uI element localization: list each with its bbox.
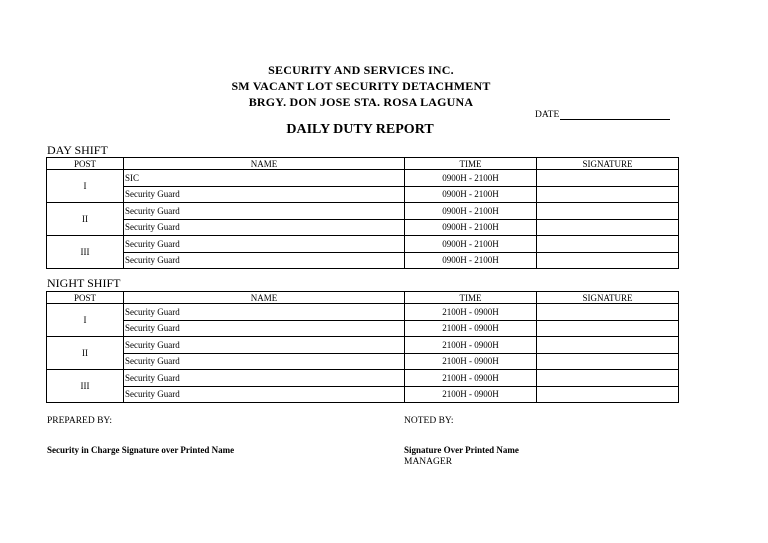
post-cell: I [47, 304, 124, 337]
time-cell: 2100H - 0900H [405, 320, 537, 337]
company-name: SECURITY AND SERVICES INC. [268, 63, 454, 77]
signature-cell[interactable] [537, 304, 679, 321]
table-row [47, 370, 679, 387]
post-cell: I [47, 170, 124, 203]
night-shift-label: NIGHT SHIFT [47, 276, 121, 290]
table-header-row [47, 292, 679, 304]
signature-cell[interactable] [537, 353, 679, 370]
post-cell: II [47, 337, 124, 370]
sic-signature-caption: Security in Charge Signature over Printed Name [47, 445, 235, 455]
signature-cell[interactable] [537, 186, 679, 203]
name-cell[interactable]: Security Guard [124, 337, 405, 354]
name-cell[interactable]: Security Guard [124, 386, 405, 403]
post-column-header: POST [47, 292, 124, 304]
report-title: DAILY DUTY REPORT [286, 122, 434, 137]
table-row [47, 252, 679, 269]
prepared-by-label: PREPARED BY: [47, 416, 113, 426]
table-row [47, 353, 679, 370]
table-row [47, 219, 679, 236]
name-cell[interactable]: Security Guard [124, 370, 405, 387]
name-cell[interactable]: Security Guard [124, 219, 405, 236]
post-cell: II [47, 203, 124, 236]
table-row [47, 320, 679, 337]
time-cell: 0900H - 2100H [405, 219, 537, 236]
time-cell: 2100H - 0900H [405, 370, 537, 387]
name-column-header: NAME [124, 158, 405, 170]
time-cell: 2100H - 0900H [405, 353, 537, 370]
night-shift-table [46, 291, 679, 403]
date-field[interactable] [535, 110, 670, 120]
name-cell[interactable]: Security Guard [124, 304, 405, 321]
table-row [47, 186, 679, 203]
table-row [47, 304, 679, 321]
post-cell: III [47, 236, 124, 269]
time-column-header: TIME [405, 158, 537, 170]
detachment-name: SM VACANT LOT SECURITY DETACHMENT [231, 79, 491, 93]
name-cell[interactable]: Security Guard [124, 186, 405, 203]
post-column-header: POST [47, 158, 124, 170]
address: BRGY. DON JOSE STA. ROSA LAGUNA [248, 95, 474, 109]
signature-cell[interactable] [537, 252, 679, 269]
time-cell: 2100H - 0900H [405, 304, 537, 321]
name-cell[interactable]: Security Guard [124, 252, 405, 269]
signature-column-header: SIGNATURE [537, 292, 679, 304]
table-header-row [47, 158, 679, 170]
signature-cell[interactable] [537, 337, 679, 354]
table-row [47, 170, 679, 187]
table-row [47, 337, 679, 354]
noted-by-label: NOTED BY: [404, 416, 454, 426]
time-cell: 0900H - 2100H [405, 186, 537, 203]
name-column-header: NAME [124, 292, 405, 304]
signature-cell[interactable] [537, 203, 679, 220]
day-shift-table [46, 157, 679, 269]
name-cell[interactable]: SIC [124, 170, 405, 187]
day-shift-label: DAY SHIFT [47, 143, 108, 157]
name-cell[interactable]: Security Guard [124, 203, 405, 220]
name-cell[interactable]: Security Guard [124, 320, 405, 337]
time-cell: 2100H - 0900H [405, 337, 537, 354]
name-cell[interactable]: Security Guard [124, 236, 405, 253]
time-cell: 0900H - 2100H [405, 170, 537, 187]
table-row [47, 386, 679, 403]
table-row [47, 203, 679, 220]
signature-cell[interactable] [537, 386, 679, 403]
manager-title: MANAGER [404, 457, 453, 467]
post-cell: III [47, 370, 124, 403]
time-cell: 0900H - 2100H [405, 236, 537, 253]
date-label: DATE [535, 110, 560, 120]
signature-cell[interactable] [537, 320, 679, 337]
time-cell: 2100H - 0900H [405, 386, 537, 403]
time-cell: 0900H - 2100H [405, 252, 537, 269]
manager-signature-caption: Signature Over Printed Name [404, 445, 519, 455]
date-line [560, 110, 670, 120]
signature-column-header: SIGNATURE [537, 158, 679, 170]
name-cell[interactable]: Security Guard [124, 353, 405, 370]
signature-cell[interactable] [537, 219, 679, 236]
time-cell: 0900H - 2100H [405, 203, 537, 220]
signature-cell[interactable] [537, 370, 679, 387]
signature-cell[interactable] [537, 236, 679, 253]
time-column-header: TIME [405, 292, 537, 304]
signature-cell[interactable] [537, 170, 679, 187]
table-row [47, 236, 679, 253]
